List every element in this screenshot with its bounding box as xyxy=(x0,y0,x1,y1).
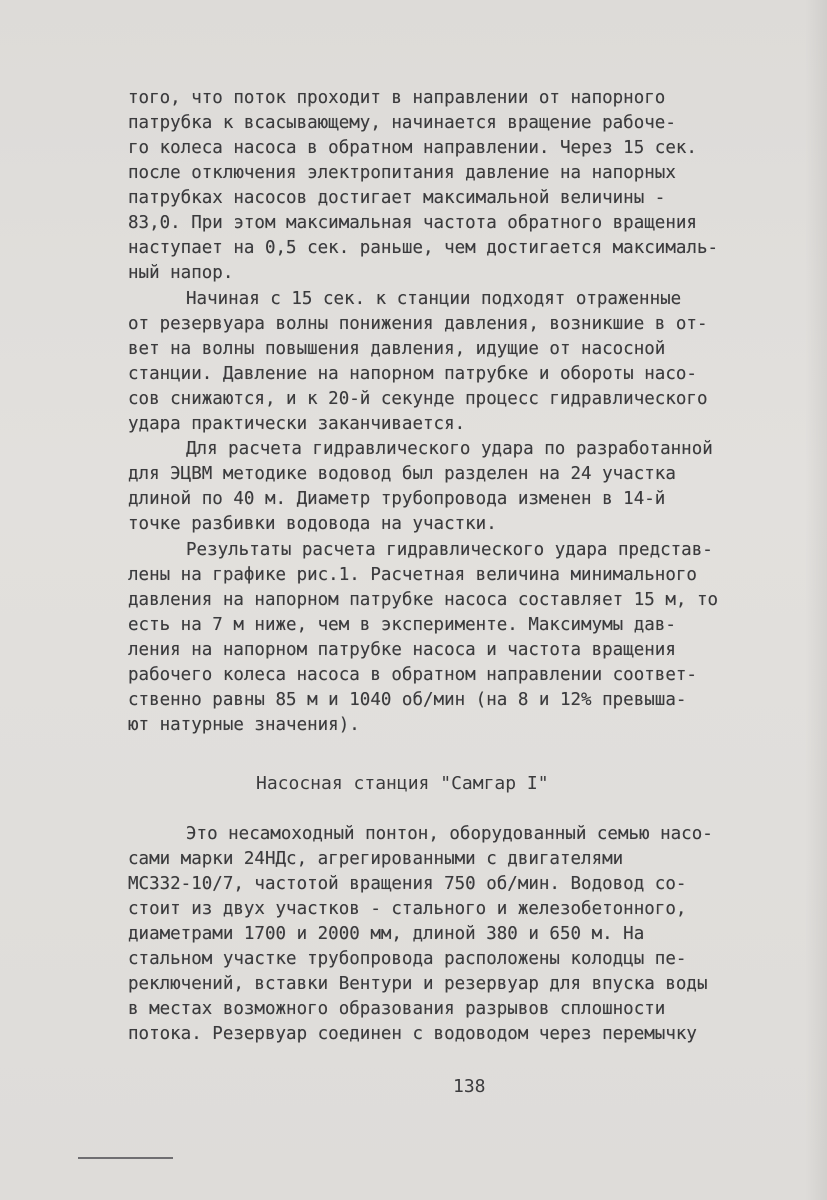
text-line: потока. Резервуар соединен с водоводом через перемычку xyxy=(128,1024,697,1044)
text-line: сов снижаются, и к 20-й секунде процесс гидравлического xyxy=(128,389,708,409)
text-line: 83,0. При этом максимальная частота обратного вращения xyxy=(128,213,697,233)
text-line: ют натурные значения). xyxy=(128,715,360,735)
text-line: стоит из двух участков - стального и железобетонного, xyxy=(128,899,687,919)
text-line: Для расчета гидравлического удара по разработанной xyxy=(186,439,713,459)
text-line: длиной по 40 м. Диаметр трубопровода изменен в 14-й xyxy=(128,489,666,509)
text-line: точке разбивки водовода на участки. xyxy=(128,514,497,534)
text-line: ления на напорном патрубке насоса и частота вращения xyxy=(128,640,676,660)
text-line: рабочего колеса насоса в обратном направлении соответ- xyxy=(128,665,697,685)
text-line: ственно равны 85 м и 1040 об/мин (на 8 и 12% превыша- xyxy=(128,690,687,710)
text-line: Результаты расчета гидравлического удара представ- xyxy=(186,540,713,560)
text-line: после отключения электропитания давление на напорных xyxy=(128,163,676,183)
text-line: патрубках насосов достигает максимальной величины - xyxy=(128,188,666,208)
text-line: сами марки 24НДс, агрегированными с двигателями xyxy=(128,849,624,869)
text-line: Начиная с 15 сек. к станции подходят отраженные xyxy=(186,289,682,309)
text-line: МС332-10/7, частотой вращения 750 об/мин. Водовод со- xyxy=(128,874,687,894)
text-line: для ЭЦВМ методике водовод был разделен на 24 участка xyxy=(128,464,676,484)
footnote-rule xyxy=(78,1157,173,1159)
text-line: патрубка к всасывающему, начинается вращение рабоче- xyxy=(128,113,676,133)
text-line: наступает на 0,5 сек. раньше, чем достигается максималь- xyxy=(128,238,719,258)
section-heading: Насосная станция "Самгар I" xyxy=(256,773,549,794)
page-number: 138 xyxy=(453,1076,486,1097)
text-line: того, что поток проходит в направлении от напорного xyxy=(128,88,666,108)
text-line: станции. Давление на напорном патрубке и обороты насо- xyxy=(128,364,697,384)
text-line: стальном участке трубопровода расположены колодцы пе- xyxy=(128,949,687,969)
text-line: реключений, вставки Вентури и резервуар для впуска воды xyxy=(128,974,708,994)
text-line: от резервуара волны понижения давления, возникшие в от- xyxy=(128,314,708,334)
text-line: в местах возможного образования разрывов сплошности xyxy=(128,999,666,1019)
text-line: лены на графике рис.1. Расчетная величина минимального xyxy=(128,565,697,585)
text-line: го колеса насоса в обратном направлении. Через 15 сек. xyxy=(128,138,697,158)
text-line: вет на волны повышения давления, идущие от насосной xyxy=(128,339,666,359)
text-line: ный напор. xyxy=(128,263,234,283)
text-line: удара практически заканчивается. xyxy=(128,414,466,434)
text-line: давления на напорном патрубке насоса составляет 15 м, то xyxy=(128,590,719,610)
text-line: диаметрами 1700 и 2000 мм, длиной 380 и 650 м. На xyxy=(128,924,645,944)
text-line: есть на 7 м ниже, чем в эксперименте. Максимумы дав- xyxy=(128,615,676,635)
page-edge-shadow xyxy=(805,0,827,1200)
text-line: Это несамоходный понтон, оборудованный семью насо- xyxy=(186,824,713,844)
